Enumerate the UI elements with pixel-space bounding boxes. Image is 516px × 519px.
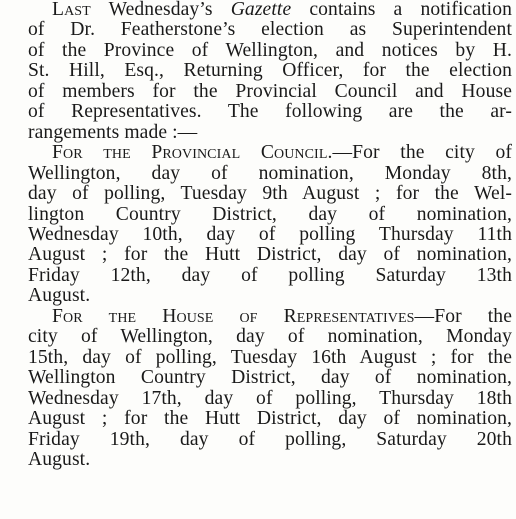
intro-line: St. Hill, Esq., Returning Officer, for the election (28, 60, 512, 82)
council-line: Wellington, day of nomination, Monday 8th, (28, 162, 512, 184)
intro-paragraph (4, 0, 512, 143)
house-line: city of Wellington, day of nomination, Monday (28, 326, 512, 348)
council-line: August. (28, 285, 91, 307)
council-line: Wednesday 10th, day of polling Thursday 11th (28, 223, 512, 245)
intro-line: of members for the Provincial Council and House (28, 80, 512, 102)
article-column (4, 0, 512, 470)
house-line: August. (28, 448, 91, 470)
house-paragraph (4, 307, 512, 471)
house-heading: For the House of Representatives (52, 305, 415, 327)
house-line: 15th, day of polling, Tuesday 16th August ; for the (28, 346, 512, 368)
house-line: Wednesday 17th, day of polling, Thursday 18th (28, 387, 512, 409)
intro-line: of Representatives. The following are the ar- (28, 101, 512, 123)
intro-dropword: Last (52, 0, 91, 20)
council-line: For the Provincial Council.—For the city of (52, 142, 512, 164)
house-line: Wellington Country District, day of nomination, (28, 367, 512, 389)
intro-line: rangements made :— (28, 121, 198, 143)
council-line: day of polling, Tuesday 9th August ; for the Wel- (28, 183, 512, 205)
gazette-title: Gazette (230, 0, 292, 20)
council-paragraph (4, 143, 512, 307)
council-line: lington Country District, day of nomination, (28, 203, 512, 225)
council-line: Friday 12th, day of polling Saturday 13th (28, 264, 512, 286)
intro-line: of Dr. Featherstone’s election as Superintendent (28, 19, 512, 41)
council-heading: For the Provincial Council. (52, 142, 333, 164)
intro-line: Last Wednesday’s Gazette contains a notification (52, 0, 512, 20)
house-line: For the House of Representatives—For the (52, 305, 513, 327)
council-line: August ; for the Hutt District, day of nomination, (28, 244, 512, 266)
intro-line: of the Province of Wellington, and notices by H. (28, 39, 512, 61)
house-line: August ; for the Hutt District, day of nomination, (28, 408, 512, 430)
house-line: Friday 19th, day of polling, Saturday 20th (28, 428, 512, 450)
